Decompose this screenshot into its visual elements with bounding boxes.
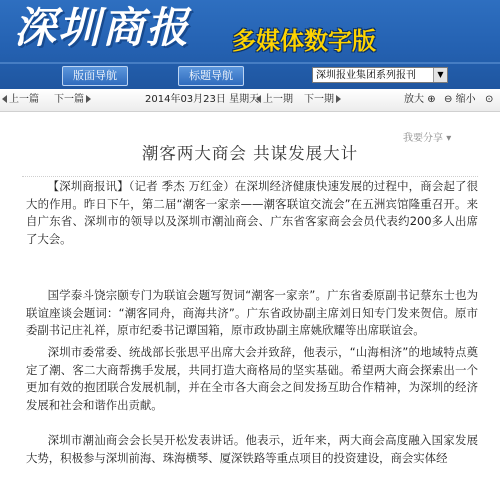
prev-edition-link[interactable] xyxy=(256,93,293,107)
arrow-right-icon xyxy=(86,95,91,103)
newspaper-series-select[interactable] xyxy=(312,67,448,83)
zoom-in-label: 放大 xyxy=(404,94,424,105)
zoom-in-icon: ⊕ xyxy=(427,94,436,105)
share-label: 我要分享 xyxy=(403,133,443,144)
zoom-out-button[interactable] xyxy=(444,93,476,107)
title-nav-button[interactable]: 标题导航 xyxy=(178,66,244,86)
next-article-label: 下一篇 xyxy=(54,94,84,105)
headline-divider xyxy=(22,176,478,177)
prev-article-label: 上一篇 xyxy=(9,94,39,105)
zoom-in-button[interactable] xyxy=(404,93,436,107)
digital-edition-title: 多媒体数字版 xyxy=(232,27,376,55)
issue-date: 2014年03月23日 星期天 xyxy=(145,94,260,105)
next-edition-link[interactable] xyxy=(304,93,341,107)
zoom-out-label: 缩小 xyxy=(455,94,476,105)
prev-article-link[interactable] xyxy=(2,93,39,107)
series-select-value: 深圳报业集团系列报刊 xyxy=(316,70,416,81)
article-body xyxy=(0,112,500,492)
zoom-out-icon: ⊖ xyxy=(444,94,453,105)
arrow-left-icon xyxy=(2,95,7,103)
next-article-link[interactable] xyxy=(54,93,91,107)
prev-edition-label: 上一期 xyxy=(263,94,293,105)
chevron-down-icon[interactable]: ▼ xyxy=(433,68,447,82)
article-paragraph: 深圳市委常委、统战部长张思平出席大会并致辞，他表示，“山海相济”的地域特点奠定了潮、客二大商帮携手发展，共同打造大商格局的坚实基础。希望两大商会探索出一个更加有效的抱团联合发展机制，并在全市各大商会之间发扬互助合作精神，为深圳的经济发展和社会和谐作出贡献。 xyxy=(26,345,478,412)
article-paragraph: 【深圳商报讯】（记者 季杰 万红金）在深圳经济健康快速发展的过程中，商会起了很大的作用。昨日下午，第二届“潮客一家亲——潮客联谊交流会”在五洲宾馆隆重召开。来自广东省、深圳市的领导以及深圳市潮汕商会、广东省客家商会会员代表约200多人出席了大会。 xyxy=(26,179,478,246)
arrow-left-icon xyxy=(256,95,261,103)
article-paragraph: 国学泰斗饶宗颐专门为联谊会题写贺词“潮客一家亲”。广东省委原副书记蔡东士也为联谊座谈会题词：“潮客同舟，商海共济”。广东省政协副主席刘日知专门发来贺信。原市委副书记庄礼祥，原市纪委书记谭国箱，原市政协副主席姚欣耀等出席联谊会。 xyxy=(26,288,478,337)
newspaper-logo[interactable]: 深圳商报 xyxy=(14,3,191,52)
next-edition-label: 下一期 xyxy=(304,94,334,105)
article-paragraph: 深圳市潮汕商会会长吴开松发表讲话。他表示，近年来，两大商会高度融入国家发展大势，积极参与深圳前海、珠海横琴、厦深铁路等重点项目的投资建设，商会实体经 xyxy=(26,433,478,465)
banner-stripe xyxy=(0,62,500,64)
article-headline: 潮客两大商会 共谋发展大计 xyxy=(141,144,359,163)
arrow-right-icon xyxy=(336,95,341,103)
masthead-banner xyxy=(0,0,500,89)
page-nav-button[interactable]: 版面导航 xyxy=(62,66,128,86)
chevron-down-icon: ▾ xyxy=(446,133,452,144)
article-toolbar xyxy=(0,89,500,112)
more-icon[interactable]: ⊙ xyxy=(485,94,494,105)
